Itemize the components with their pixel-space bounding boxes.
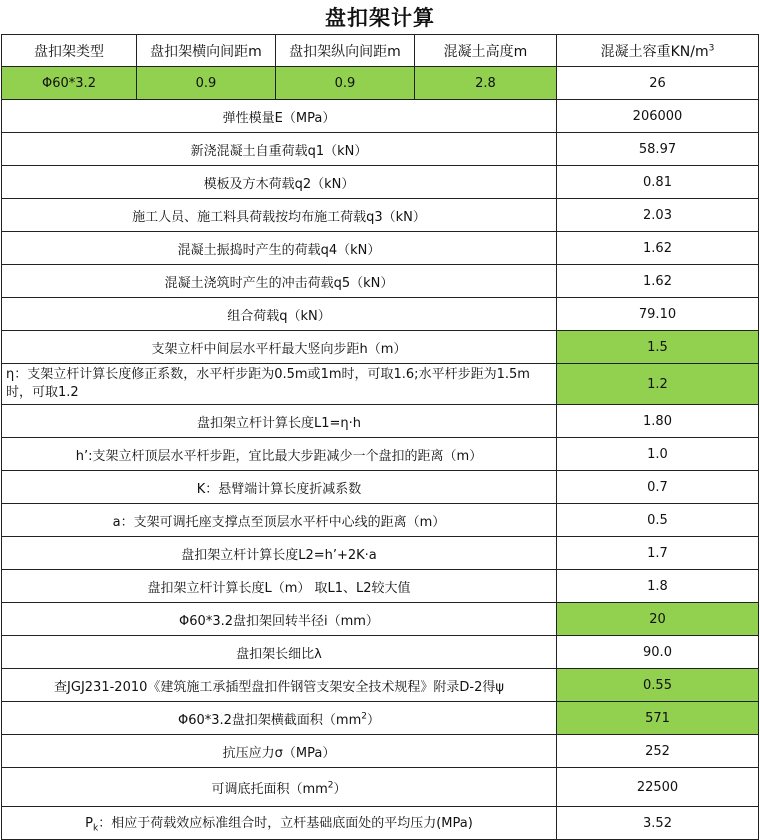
row-value[interactable]: 3.52	[557, 807, 759, 840]
table-row	[2, 298, 759, 331]
row-value[interactable]: 90.0	[557, 636, 759, 669]
table-row	[2, 405, 759, 438]
row-value[interactable]: 79.10	[557, 298, 759, 331]
row-label[interactable]: 新浇混凝土自重荷载q1（kN）	[2, 133, 557, 166]
header-row	[2, 35, 759, 67]
input-transverse-spacing[interactable]: 0.9	[137, 67, 276, 100]
row-value[interactable]: 1.80	[557, 405, 759, 438]
row-label[interactable]	[2, 807, 557, 840]
sheet-title: 盘扣架计算	[325, 6, 435, 30]
row-label[interactable]: a：支架可调托座支撑点至顶层水平杆中心线的距离（m）	[2, 504, 557, 537]
row-label[interactable]: K：悬臂端计算长度折减系数	[2, 471, 557, 504]
row-label-text: 可调底托面积（mm	[211, 781, 328, 797]
table-row	[2, 768, 759, 807]
header-longitudinal-spacing[interactable]: 盘扣架纵向间距m	[276, 35, 415, 67]
table-row	[2, 702, 759, 735]
table-row	[2, 232, 759, 265]
table-row	[2, 669, 759, 702]
row-value[interactable]: 1.7	[557, 537, 759, 570]
table-row	[2, 100, 759, 133]
table-row	[2, 364, 759, 405]
table-row	[2, 199, 759, 232]
row-value[interactable]: 1.2	[557, 364, 759, 405]
header-unit-weight[interactable]	[557, 35, 759, 67]
row-label-sub: k	[93, 823, 99, 834]
row-label[interactable]: 盘扣架立杆计算长度L1=η·h	[2, 405, 557, 438]
table-row	[2, 636, 759, 669]
row-label[interactable]: 盘扣架立杆计算长度L（m） 取L1、L2较大值	[2, 570, 557, 603]
calculation-table	[1, 34, 759, 840]
table-row	[2, 504, 759, 537]
row-label-tail: ）	[333, 781, 347, 797]
header-unit-weight-text: 混凝土容重KN/m	[600, 43, 709, 60]
row-label-text: Φ60*3.2盘扣架横截面积（mm	[177, 712, 362, 728]
input-row	[2, 67, 759, 100]
header-concrete-height[interactable]: 混凝土高度m	[415, 35, 557, 67]
row-label[interactable]: 盘扣架立杆计算长度L2=h’+2K·a	[2, 537, 557, 570]
row-value[interactable]: 206000	[557, 100, 759, 133]
table-row	[2, 265, 759, 298]
row-label[interactable]: 支架立杆中间层水平杆最大竖向步距h（m）	[2, 331, 557, 364]
row-value[interactable]: 58.97	[557, 133, 759, 166]
table-row	[2, 807, 759, 840]
row-label[interactable]: 混凝土振捣时产生的荷载q4（kN）	[2, 232, 557, 265]
row-label[interactable]: 组合荷载q（kN）	[2, 298, 557, 331]
row-value[interactable]: 1.0	[557, 438, 759, 471]
input-type[interactable]: Φ60*3.2	[2, 67, 137, 100]
header-type[interactable]: 盘扣架类型	[2, 35, 137, 67]
row-value[interactable]: 1.5	[557, 331, 759, 364]
table-row	[2, 133, 759, 166]
row-label[interactable]: 施工人员、施工料具荷载按均布施工荷载q3（kN）	[2, 199, 557, 232]
row-value[interactable]: 0.7	[557, 471, 759, 504]
row-label[interactable]: 抗压应力σ（MPa）	[2, 735, 557, 768]
row-label[interactable]: 查JGJ231-2010《建筑施工承插型盘扣件钢管支架安全技术规程》附录D-2得ψ	[2, 669, 557, 702]
row-label[interactable]: η：支架立杆计算长度修正系数，水平杆步距为0.5m或1m时，可取1.6;水平杆步距为1.5m时，可取1.2	[2, 364, 557, 405]
row-label[interactable]: h’:支架立杆顶层水平杆步距，宜比最大步距减少一个盘扣的距离（m）	[2, 438, 557, 471]
row-label-tail: ）	[367, 712, 381, 728]
row-value[interactable]: 20	[557, 603, 759, 636]
input-unit-weight[interactable]: 26	[557, 67, 759, 100]
row-value[interactable]: 571	[557, 702, 759, 735]
table-row	[2, 537, 759, 570]
row-label-sup: 2	[327, 780, 334, 791]
table-row	[2, 166, 759, 199]
row-value[interactable]: 1.62	[557, 232, 759, 265]
table-row	[2, 603, 759, 636]
row-label-sup: 2	[361, 711, 367, 722]
row-label[interactable]: 盘扣架长细比λ	[2, 636, 557, 669]
row-value[interactable]: 252	[557, 735, 759, 768]
row-value[interactable]: 22500	[557, 768, 759, 807]
table-row	[2, 331, 759, 364]
input-longitudinal-spacing[interactable]: 0.9	[276, 67, 415, 100]
input-concrete-height[interactable]: 2.8	[415, 67, 557, 100]
row-label[interactable]	[2, 702, 557, 735]
row-label-text: ：相应于荷载效应标准组合时，立杆基础底面处的平均压力(MPa)	[98, 816, 473, 832]
header-unit-weight-sup: 3	[708, 42, 715, 53]
row-value[interactable]: 1.62	[557, 265, 759, 298]
row-label[interactable]: Φ60*3.2盘扣架回转半径i（mm）	[2, 603, 557, 636]
row-value[interactable]: 0.81	[557, 166, 759, 199]
table-row	[2, 570, 759, 603]
row-value[interactable]: 0.5	[557, 504, 759, 537]
table-row	[2, 471, 759, 504]
row-label[interactable]: 弹性模量E（MPa）	[2, 100, 557, 133]
table-row	[2, 735, 759, 768]
row-value[interactable]: 0.55	[557, 669, 759, 702]
row-label[interactable]: 混凝土浇筑时产生的冲击荷载q5（kN）	[2, 265, 557, 298]
row-label-pre: P	[85, 816, 94, 832]
table-row	[2, 438, 759, 471]
row-label[interactable]: 模板及方木荷载q2（kN）	[2, 166, 557, 199]
header-transverse-spacing[interactable]: 盘扣架横向间距m	[137, 35, 276, 67]
row-label[interactable]	[2, 768, 557, 807]
row-value[interactable]: 2.03	[557, 199, 759, 232]
row-value[interactable]: 1.8	[557, 570, 759, 603]
